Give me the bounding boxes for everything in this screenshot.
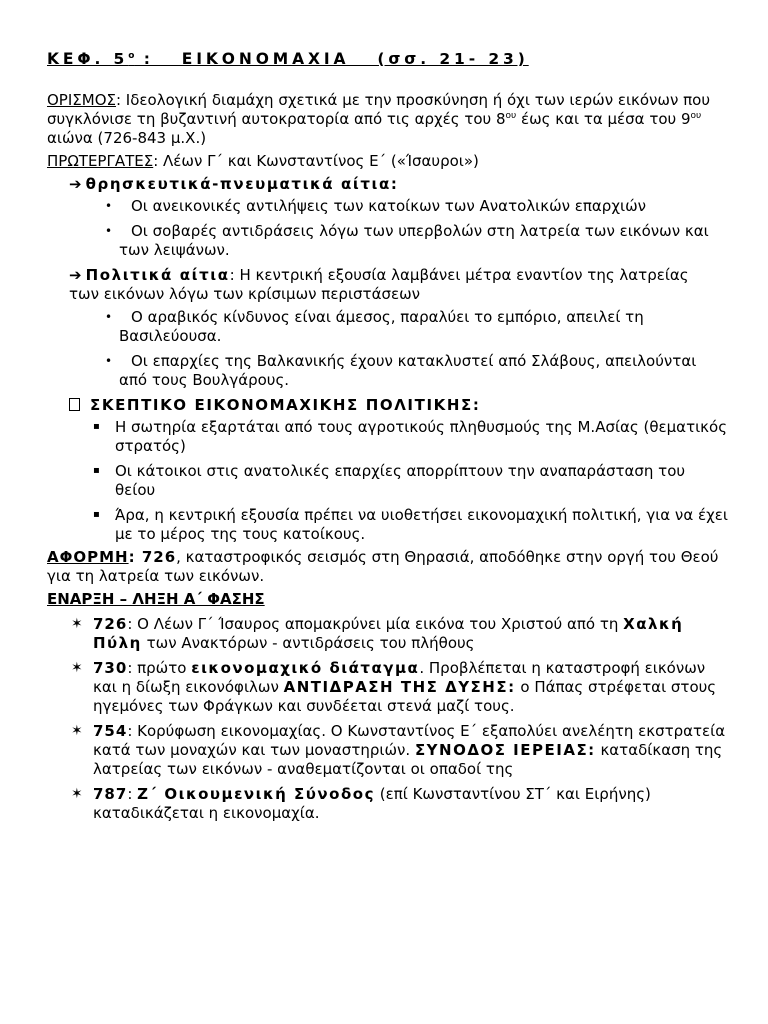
religious-causes-heading bbox=[69, 175, 728, 193]
event-text: . Προβλέπεται η καταστροφή εικόνων και η δίωξη εικονόφιλων bbox=[93, 659, 706, 696]
list-item bbox=[71, 785, 728, 823]
definition-sup-a: ου bbox=[505, 111, 517, 121]
title-rest: : ΕΙΚΟΝΟΜΑΧΙΑ (σσ. 21- 23) bbox=[134, 50, 529, 68]
bullet-square-icon: ▪ bbox=[93, 509, 100, 520]
event-bold: ΣΥΝΟΔΟΣ ΙΕΡΕΙΑΣ: bbox=[414, 741, 596, 759]
definition-text-b: έως και τα μέσα του 9 bbox=[516, 110, 691, 128]
list-item bbox=[71, 722, 728, 779]
bullet-circle-icon: • bbox=[105, 224, 113, 238]
political-item-text: Ο αραβικός κίνδυνος είναι άμεσος, παραλύει το εμπόριο, απειλεί τη Βασιλεύουσα. bbox=[119, 308, 644, 345]
event-text: : Κορύφωση εικονομαχίας. Ο Κωνσταντίνος Ε΄ εξαπολύει ανελέητη εκστρατεία κατά των μοναχών και των μοναστηριών. bbox=[93, 722, 726, 759]
checkbox-square-icon bbox=[69, 398, 80, 411]
definition-sup-b: ου bbox=[690, 111, 702, 121]
event-bold: ΑΝΤΙΔΡΑΣΗ ΤΗΣ ΔΥΣΗΣ: bbox=[283, 678, 516, 696]
religious-heading-text: θρησκευτικά-πνευματικά αίτια: bbox=[85, 175, 399, 193]
event-bold: Ζ΄ Οικουμενική Σύνοδος bbox=[137, 785, 375, 803]
list-item bbox=[93, 506, 728, 544]
definition-label: ΟΡΙΣΜΟΣ bbox=[47, 91, 116, 109]
list-item bbox=[93, 462, 728, 500]
phase-heading-text: ΕΝΑΡΞΗ – ΛΗΞΗ Α΄ ΦΑΣΗΣ bbox=[47, 590, 265, 608]
definition-paragraph bbox=[47, 91, 728, 148]
reasoning-item-text: Η σωτηρία εξαρτάται από τους αγροτικούς πληθυσμούς της Μ.Ασίας (θεματικός στρατός) bbox=[115, 418, 727, 455]
bullet-square-icon: ▪ bbox=[93, 465, 100, 476]
title-prefix: ΚΕΦ. 5 bbox=[47, 50, 129, 68]
event-text: ο Πάπας στρέφεται στους ηγεμόνες των Φράγκων και συνδέεται στενά μαζί τους. bbox=[93, 678, 717, 715]
religious-item-text: Οι σοβαρές αντιδράσεις λόγω των υπερβολών στη λατρεία των εικόνων και των λειψάνων. bbox=[119, 222, 709, 259]
event-text: (επί Κωνσταντίνου ΣΤ΄ και Ειρήνης) καταδικάζεται η εικονομαχία. bbox=[93, 785, 651, 822]
chapter-title bbox=[47, 50, 728, 68]
protagonists-text: : Λέων Γ΄ και Κωνσταντίνος Ε΄ («Ίσαυροι») bbox=[153, 152, 479, 170]
event-text: των Ανακτόρων - αντιδράσεις του πλήθους bbox=[141, 634, 475, 652]
reasoning-item-text: Άρα, η κεντρική εξουσία πρέπει να υιοθετήσει εικονομαχική πολιτική, για να έχει με το μέρος της τους κατοίκους. bbox=[115, 506, 728, 543]
title-sup: ο bbox=[128, 50, 135, 61]
list-item bbox=[105, 308, 728, 346]
occasion-label: ΑΦΟΡΜΗ bbox=[47, 548, 129, 566]
religious-causes-list bbox=[47, 197, 728, 260]
phase-events-list bbox=[47, 615, 728, 823]
religious-item-text: Οι ανεικονικές αντιλήψεις των κατοίκων των Ανατολικών επαρχιών bbox=[131, 197, 647, 215]
occasion-year: : 726 bbox=[128, 548, 177, 566]
political-item-text: Οι επαρχίες της Βαλκανικής έχουν κατακλυστεί από Σλάβους, απειλούνται από τους Βουλγάρους. bbox=[119, 352, 697, 389]
bullet-circle-icon: • bbox=[105, 199, 113, 213]
reasoning-list bbox=[47, 418, 728, 544]
list-item bbox=[105, 197, 728, 216]
definition-text-c: αιώνα (726-843 μ.Χ.) bbox=[47, 129, 207, 147]
bullet-circle-icon: • bbox=[105, 310, 113, 324]
definition-text-a: : Ιδεολογική διαμάχη σχετικά με την προσκύνηση ή όχι των ιερών εικόνων που συγκλόνισε τη βυζαντινή αυτοκρατορία από τις αρχές του 8 bbox=[47, 91, 711, 128]
list-item bbox=[105, 352, 728, 390]
event-year: 726 bbox=[93, 615, 128, 633]
phase-heading bbox=[47, 590, 728, 609]
list-item bbox=[71, 615, 728, 653]
list-item bbox=[105, 222, 728, 260]
star-bullet-icon: ✶ bbox=[71, 723, 83, 739]
star-bullet-icon: ✶ bbox=[71, 616, 83, 632]
event-year: 730 bbox=[93, 659, 128, 677]
list-item bbox=[71, 659, 728, 716]
occasion-paragraph bbox=[47, 548, 728, 586]
event-bold: εικονομαχικό διάταγμα bbox=[191, 659, 420, 677]
list-item bbox=[93, 418, 728, 456]
event-text: : πρώτο bbox=[127, 659, 192, 677]
star-bullet-icon: ✶ bbox=[71, 786, 83, 802]
political-causes-list bbox=[47, 308, 728, 390]
political-heading-text: Πολιτικά αίτια bbox=[85, 266, 230, 284]
political-text: : Η κεντρική εξουσία λαμβάνει μέτρα εναντίον της λατρείας των εικόνων λόγω των κρίσιμων περιστάσεων bbox=[69, 266, 689, 303]
protagonists-paragraph bbox=[47, 152, 728, 171]
event-text: : bbox=[127, 785, 138, 803]
event-year: 754 bbox=[93, 722, 128, 740]
political-causes-paragraph bbox=[69, 266, 718, 304]
event-text: : Ο Λέων Γ΄ Ίσαυρος απομακρύνει μία εικόνα του Χριστού από τη bbox=[127, 615, 624, 633]
reasoning-heading-text: ΣΚΕΠΤΙΚΟ ΕΙΚΟΝΟΜΑΧΙΚΗΣ ΠΟΛΙΤΙΚΗΣ: bbox=[90, 396, 481, 414]
reasoning-heading bbox=[69, 396, 728, 414]
event-bold: Χαλκή Πύλη bbox=[93, 615, 684, 652]
reasoning-item-text: Οι κάτοικοι στις ανατολικές επαρχίες απορρίπτουν την αναπαράσταση του θείου bbox=[115, 462, 686, 499]
protagonists-label: ΠΡΩΤΕΡΓΑΤΕΣ bbox=[47, 152, 154, 170]
star-bullet-icon: ✶ bbox=[71, 660, 83, 676]
bullet-square-icon: ▪ bbox=[93, 421, 100, 432]
bullet-circle-icon: • bbox=[105, 354, 113, 368]
arrow-right-icon: ➔ bbox=[69, 266, 82, 284]
arrow-right-icon: ➔ bbox=[69, 175, 82, 193]
event-year: 787 bbox=[93, 785, 128, 803]
occasion-text: , καταστροφικός σεισμός στη Θηρασιά, αποδόθηκε στην οργή του Θεού για τη λατρεία των εικόνων. bbox=[47, 548, 719, 585]
event-text: καταδίκαση της λατρείας των εικόνων - αναθεματίζονται οι οπαδοί της bbox=[93, 741, 723, 778]
